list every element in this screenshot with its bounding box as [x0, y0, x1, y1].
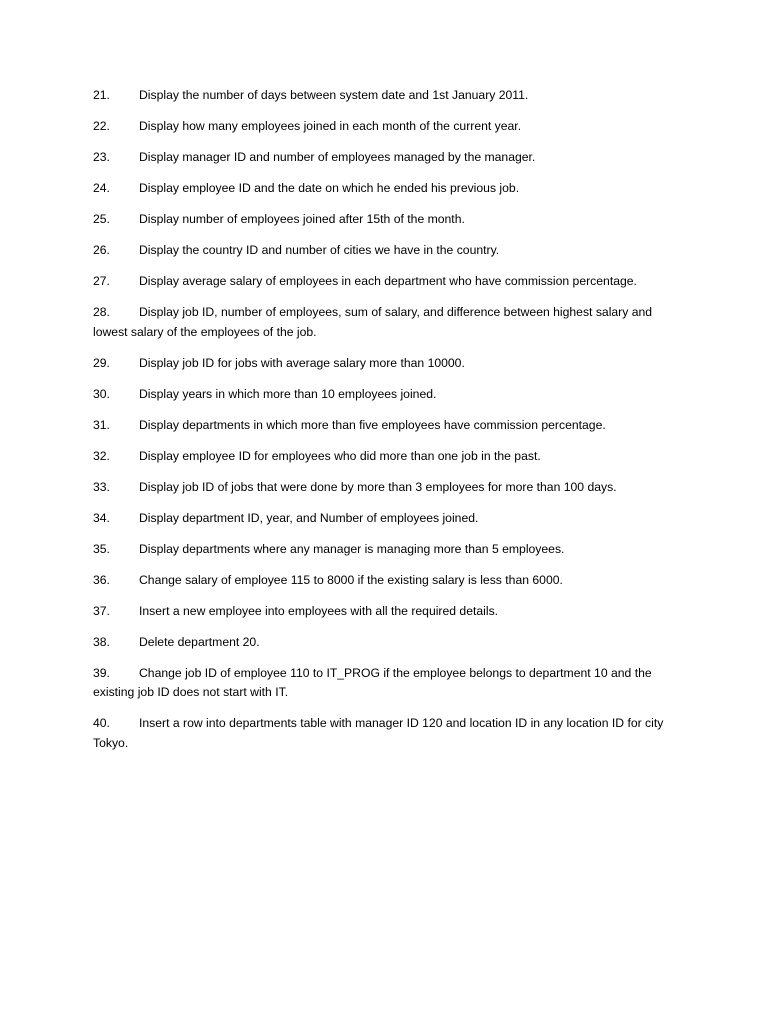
item-number: 30.: [93, 386, 110, 401]
item-text: Display the number of days between system date and 1st January 2011.: [139, 88, 529, 102]
list-item: [93, 664, 673, 703]
item-text: Display how many employees joined in each month of the current year.: [139, 119, 522, 133]
list-item: [93, 633, 673, 653]
list-item: [93, 86, 673, 106]
item-text: Change salary of employee 115 to 8000 if the existing salary is less than 6000.: [139, 572, 563, 587]
item-number: 21.: [93, 88, 110, 102]
list-item: [93, 354, 673, 374]
item-number: 23.: [93, 150, 110, 164]
item-number: 37.: [93, 603, 110, 618]
item-text: Display employee ID and the date on which he ended his previous job.: [139, 181, 520, 195]
item-text: Display number of employees joined after 15th of the month.: [139, 212, 465, 226]
list-item: [93, 416, 673, 436]
item-number: 40.: [93, 716, 110, 730]
item-text: Display employee ID for employees who did more than one job in the past.: [139, 448, 541, 463]
item-number: 29.: [93, 355, 110, 370]
list-item: [93, 303, 673, 342]
item-text: Display the country ID and number of cities we have in the country.: [139, 243, 500, 257]
item-text: Display job ID, number of employees, sum of salary, and difference between highest salary and lowest salary of the employees of the job.: [93, 305, 653, 339]
item-text: Delete department 20.: [139, 634, 260, 649]
item-text: Display job ID of jobs that were done by more than 3 employees for more than 100 days.: [139, 479, 617, 494]
list-item: [93, 179, 673, 199]
list-item: [93, 509, 673, 529]
item-number: 24.: [93, 181, 110, 195]
list-item: [93, 447, 673, 467]
list-item: [93, 272, 673, 292]
item-number: 26.: [93, 243, 110, 257]
list-item: [93, 210, 673, 230]
list-item: [93, 478, 673, 498]
list-item: [93, 571, 673, 591]
list-item: [93, 602, 673, 622]
item-number: 28.: [93, 305, 110, 319]
item-number: 31.: [93, 417, 110, 432]
item-number: 34.: [93, 510, 110, 525]
item-text: Insert a new employee into employees with all the required details.: [139, 603, 499, 618]
item-text: Insert a row into departments table with manager ID 120 and location ID in any location ID for city Tokyo.: [93, 716, 664, 750]
item-number: 32.: [93, 448, 110, 463]
item-number: 27.: [93, 274, 110, 288]
list-item: [93, 714, 673, 753]
item-text: Display job ID for jobs with average salary more than 10000.: [139, 355, 465, 370]
item-text: Display departments in which more than five employees have commission percentage.: [139, 417, 606, 432]
question-list: [93, 86, 673, 765]
item-number: 36.: [93, 572, 110, 587]
list-item: [93, 385, 673, 405]
item-text: Change job ID of employee 110 to IT_PROG if the employee belongs to department 10 and the existing job ID does not start with IT.: [93, 665, 652, 699]
item-number: 22.: [93, 119, 110, 133]
list-item: [93, 117, 673, 137]
item-text: Display years in which more than 10 employees joined.: [139, 386, 437, 401]
item-number: 35.: [93, 541, 110, 556]
item-text: Display department ID, year, and Number of employees joined.: [139, 510, 479, 525]
list-item: [93, 540, 673, 560]
item-text: Display departments where any manager is managing more than 5 employees.: [139, 541, 565, 556]
item-number: 39.: [93, 665, 110, 680]
item-number: 33.: [93, 479, 110, 494]
item-number: 38.: [93, 634, 110, 649]
item-text: Display average salary of employees in each department who have commission percentage.: [139, 274, 637, 288]
list-item: [93, 148, 673, 168]
item-number: 25.: [93, 212, 110, 226]
list-item: [93, 241, 673, 261]
item-text: Display manager ID and number of employees managed by the manager.: [139, 150, 536, 164]
